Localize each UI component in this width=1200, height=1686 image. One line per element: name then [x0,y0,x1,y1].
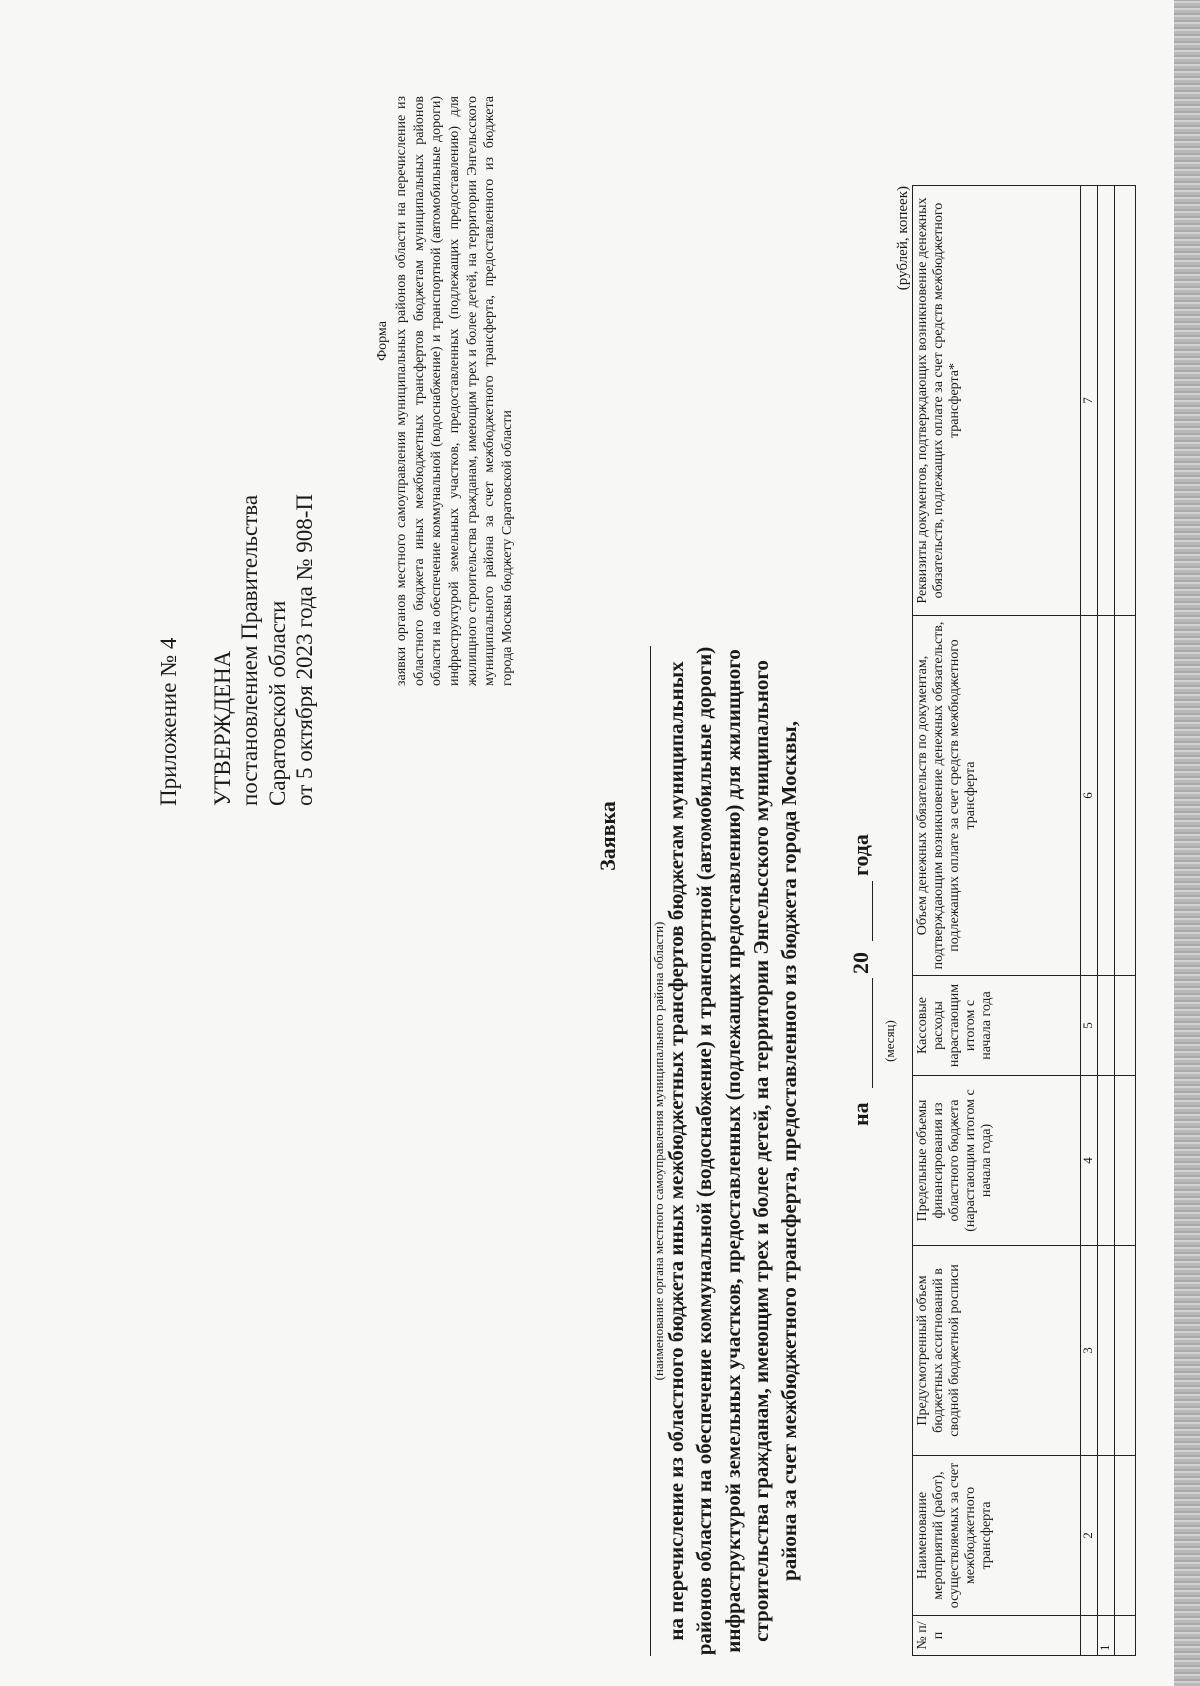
table-header-row [913,186,1081,1656]
table-cell [1115,1076,1136,1246]
table-cell [1115,616,1136,976]
approval-block [155,306,319,806]
period-year-prefix: 20 [848,952,873,974]
table-cell [1098,1076,1115,1246]
col-header-limit-volumes: Предельные объемы финансирования из областного бюджета (нарастающим итогом с начала года) [913,1076,1081,1246]
table-row [1098,186,1115,1656]
table-cell [1115,186,1136,616]
table-cell [1115,1456,1136,1616]
table-cell [1098,616,1115,976]
org-name-caption: (наименование органа местного самоуправления муниципального района области) [651,921,666,1381]
table-column-numbers-row [1081,186,1098,1656]
col-header-activities: Наименование мероприятий (работ), осуществляемых за счет межбюджетного трансферта [913,1456,1081,1616]
col-number: 5 [1081,976,1098,1076]
period-on: на [848,1102,873,1126]
form-description: заявки органов местного самоуправления муниципальных районов области на перечисление из областного бюджета иных межбюджетных трансфертов бюджетам муниципальных районов области на обеспечение коммунальной (водоснабжение) и транспортной (автомобильные дороги) инфраструктурой земельных участков, предоставленных (подлежащих предоставлению) для жилищного строительства гражданам, имеющим трех и более детей, на территории Энгельсского муниципального района за счет межбюджетного трансферта, предоставленного из бюджета города Москвы бюджету Саратовской области [394,96,515,686]
col-number: 4 [1081,1076,1098,1246]
col-number [1081,1616,1098,1656]
col-header-document-details: Реквизиты документов, подтверждающих возникновение денежных обязательств, подлежащих оплате за счет средств межбюджетного трансферта* [913,186,1081,616]
month-fill-line [872,978,873,1088]
col-number: 3 [1081,1246,1098,1456]
year-fill-line [872,881,873,941]
approved-stamp: УТВЕРЖДЕНА [209,650,235,806]
col-header-obligations-volume: Объем денежных обязательств по документам, подтверждающим возникновение денежных обязательств, подлежащих оплате за счет средств межбюджетного трансферта [913,616,1081,976]
table-cell [1098,976,1115,1076]
table-cell [1098,1456,1115,1616]
units-note: (рублей, копеек) [895,186,911,291]
table-cell [1115,1246,1136,1456]
col-header-planned-volume: Предусмотренный объем бюджетных ассигнований в сводной бюджетной росписи [913,1246,1081,1456]
table-cell [1098,186,1115,616]
col-number: 2 [1081,1456,1098,1616]
table-cell [1115,976,1136,1076]
document-title: Заявка [595,801,620,871]
approved-by-line2: Саратовской области [264,600,290,806]
table-cell [1115,1616,1136,1656]
col-number: 7 [1081,186,1098,616]
table-cell [1098,1246,1115,1456]
request-purpose: на перечисление из областного бюджета иных межбюджетных трансфертов бюджетам муниципальных районов области на обеспечение коммунальной (водоснабжение) и транспортной (автомобильные дороги) инфраструктурой земельных участков, предоставленных (подлежащих предоставлению) для жилищного строительства гражданам, имеющим трех и более детей, на территории Энгельсского муниципального района за счет межбюджетного трансферта, предоставленного из бюджета города Москвы, [664,646,802,1656]
col-header-cash-expenses: Кассовые расходы нарастающим итогом с начала года [913,976,1081,1076]
form-label: Форма [375,321,390,361]
annex-number: Приложение № 4 [156,637,181,806]
approved-by-line1: постановлением Правительства [237,494,263,806]
col-header-num: № п/п [913,1616,1081,1656]
month-caption: (месяц) [882,1020,897,1062]
table-row [1115,186,1136,1656]
request-table [912,185,1136,1656]
period-year-word: года [848,834,873,876]
col-number: 6 [1081,616,1098,976]
approval-date: от 5 октября 2023 года № 908-П [292,493,318,806]
row-number: 1 [1098,1616,1115,1656]
